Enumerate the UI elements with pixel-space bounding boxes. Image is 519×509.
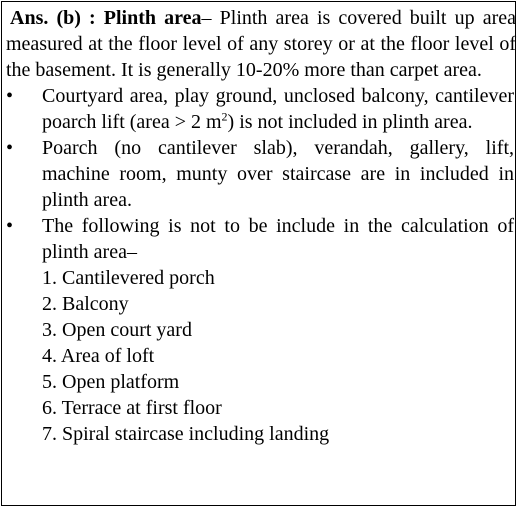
bullet-text-part: ) is not included in plinth area. (227, 111, 473, 133)
list-item: 5. Open platform (42, 371, 180, 393)
bullet-icon: • (6, 85, 14, 107)
bullet-text-part: Courtyard area, play ground, unclosed balcony, cantilever poarch lift (area > 2 m (42, 85, 514, 133)
list-item: 3. Open court yard (42, 319, 192, 341)
list-item: 6. Terrace at first floor (42, 397, 222, 419)
bullet-item (6, 213, 516, 447)
list-item: 4. Area of loft (42, 345, 155, 367)
answer-box (1, 1, 516, 506)
bullet-content (42, 213, 516, 447)
list-item: 2. Balcony (42, 293, 129, 315)
bullet-text: The following is not to be include in the calculation of plinth area– (42, 215, 514, 263)
bullet-item (6, 135, 516, 213)
bullet-text: Poarch (no cantilever slab), verandah, gallery, lift, machine room, munty over staircase are in included in plinth area. (42, 137, 514, 211)
list-item: 1. Cantilevered porch (42, 267, 215, 289)
bullet-icon: • (6, 137, 14, 159)
list-item: 7. Spiral staircase including landing (42, 423, 330, 445)
superscript: 2 (221, 109, 228, 124)
bullet-text (42, 83, 516, 135)
excluded-items-list (42, 265, 514, 447)
answer-label: Ans. (b) : Plinth area (10, 7, 202, 29)
bullet-icon: • (6, 215, 14, 237)
answer-paragraph (6, 5, 516, 83)
answer-content (6, 5, 516, 447)
bullet-item (6, 83, 516, 135)
answer-definition: – Plinth area is covered built up area measured at the floor level of any storey or at the floor level of the basement. It is generally 10-20% more than carpet area. (6, 7, 516, 81)
